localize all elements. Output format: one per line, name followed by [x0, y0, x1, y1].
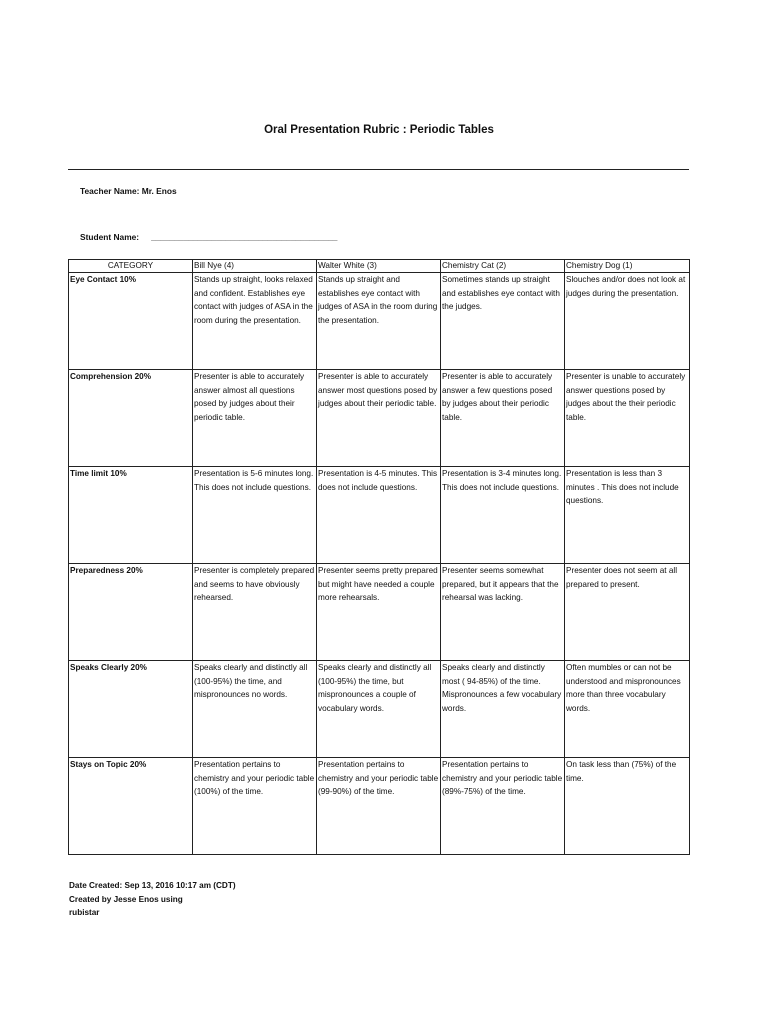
page-title: Oral Presentation Rubric : Periodic Tables	[264, 124, 494, 136]
table-cell: Presenter is able to accurately answer almost all questions posed by judges about their periodic table.	[193, 370, 317, 467]
header-level-3: Walter White (3)	[317, 260, 441, 273]
table-cell: Presentation pertains to chemistry and your periodic table (89%-75%) of the time.	[441, 758, 565, 855]
table-cell: Stands up straight and establishes eye contact with judges of ASA in the room during the presentation.	[317, 273, 441, 370]
table-cell: Presenter is able to accurately answer a few questions posed by judges about their periodic table.	[441, 370, 565, 467]
table-cell: Presenter does not seem at all prepared to present.	[565, 564, 690, 661]
row-category: Speaks Clearly 20%	[69, 661, 193, 758]
row-category: Stays on Topic 20%	[69, 758, 193, 855]
tool-name: rubistar	[69, 908, 100, 917]
table-cell: Speaks clearly and distinctly all (100-95%) the time, and mispronounces no words.	[193, 661, 317, 758]
table-row	[69, 370, 690, 467]
row-category: Time limit 10%	[69, 467, 193, 564]
table-cell: Presenter is completely prepared and seems to have obviously rehearsed.	[193, 564, 317, 661]
header-level-1: Chemistry Dog (1)	[565, 260, 690, 273]
table-cell: Presentation is less than 3 minutes . This does not include questions.	[565, 467, 690, 564]
footer	[69, 879, 236, 920]
header-category: CATEGORY	[69, 260, 193, 273]
table-cell: Sometimes stands up straight and establishes eye contact with the judges.	[441, 273, 565, 370]
table-cell: Presentation pertains to chemistry and your periodic table (99-90%) of the time.	[317, 758, 441, 855]
table-cell: Stands up straight, looks relaxed and confident. Establishes eye contact with judges of ASA in the room during the presentation.	[193, 273, 317, 370]
row-category: Comprehension 20%	[69, 370, 193, 467]
table-row	[69, 273, 690, 370]
header-level-2: Chemistry Cat (2)	[441, 260, 565, 273]
table-cell: Presenter is unable to accurately answer questions posed by judges about the their periodic table.	[565, 370, 690, 467]
table-cell: Presentation is 5-6 minutes long. This does not include questions.	[193, 467, 317, 564]
student-name-blank: ________________________________________	[151, 232, 338, 242]
row-category: Preparedness 20%	[69, 564, 193, 661]
table-cell: Presenter is able to accurately answer most questions posed by judges about their periodic table.	[317, 370, 441, 467]
table-cell: Speaks clearly and distinctly most ( 94-85%) of the time. Mispronounces a few vocabulary words.	[441, 661, 565, 758]
table-row	[69, 661, 690, 758]
table-row	[69, 758, 690, 855]
table-cell: Speaks clearly and distinctly all (100-95%) the time, but mispronounces a couple of vocabulary words.	[317, 661, 441, 758]
table-row	[69, 467, 690, 564]
rubric-table	[68, 259, 690, 855]
table-row	[69, 564, 690, 661]
created-by: Created by Jesse Enos using	[69, 894, 183, 904]
student-name-label: Student Name:	[80, 232, 140, 242]
table-cell: Presenter seems somewhat prepared, but it appears that the rehearsal was lacking.	[441, 564, 565, 661]
student-name-line	[80, 232, 337, 242]
table-cell: Presentation is 4-5 minutes. This does not include questions.	[317, 467, 441, 564]
teacher-name: Teacher Name: Mr. Enos	[80, 186, 177, 196]
title-divider	[68, 169, 689, 170]
header-row	[69, 260, 690, 273]
header-level-4: Bill Nye (4)	[193, 260, 317, 273]
table-cell: Presentation is 3-4 minutes long. This does not include questions.	[441, 467, 565, 564]
table-cell: Presenter seems pretty prepared but might have needed a couple more rehearsals.	[317, 564, 441, 661]
table-cell: Presentation pertains to chemistry and your periodic table (100%) of the time.	[193, 758, 317, 855]
date-created: Date Created: Sep 13, 2016 10:17 am (CDT)	[69, 881, 236, 890]
row-category: Eye Contact 10%	[69, 273, 193, 370]
table-cell: Often mumbles or can not be understood and mispronounces more than three vocabulary words.	[565, 661, 690, 758]
table-cell: Slouches and/or does not look at judges during the presentation.	[565, 273, 690, 370]
table-cell: On task less than (75%) of the time.	[565, 758, 690, 855]
